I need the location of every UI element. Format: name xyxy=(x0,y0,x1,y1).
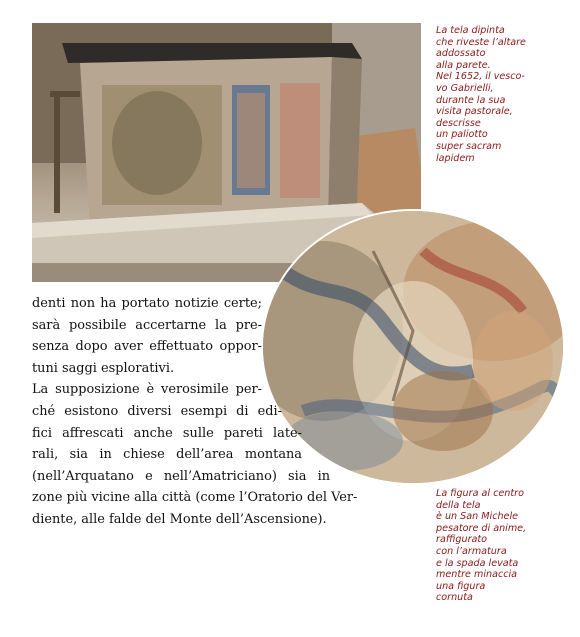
caption-line: è un San Michele xyxy=(436,511,519,523)
body-line: diente, alle falde del Monte dell’Ascensione). xyxy=(32,511,327,527)
caption-line: addossato xyxy=(436,48,486,60)
body-line: denti non ha portato notizie certe; xyxy=(32,296,262,311)
caption-line: e la spada levata xyxy=(436,557,519,569)
caption-line: pesatore di anime, xyxy=(436,522,527,534)
body-line: La supposizione è verosimile per- xyxy=(32,382,262,398)
caption-line: Nel 1652, il vesco- xyxy=(436,71,525,83)
caption-line: cornuta xyxy=(436,592,473,604)
caption-line: raffigurato xyxy=(436,534,488,546)
body-line: (nell’Arquatano e nell’Amatriciano) sia in xyxy=(32,468,330,484)
body-line: fici affrescati anche sulle pareti late- xyxy=(32,425,302,441)
body-line: tuni saggi esplorativi. xyxy=(32,360,175,376)
caption-line: super sacram xyxy=(436,140,502,152)
caption-line: vo Gabrielli, xyxy=(436,82,494,94)
caption-line: con l’armatura xyxy=(436,545,507,557)
caption-line: che riveste l’altare xyxy=(436,36,526,48)
body-line: sarà possibile accertarne la pre- xyxy=(32,317,262,333)
caption-line: La figura al centro xyxy=(436,488,524,499)
caption-line: alla parete. xyxy=(436,59,491,71)
caption-line: una figura xyxy=(436,580,486,592)
body-line: rali, sia in chiese dell’area montana xyxy=(32,447,302,463)
caption-line: lapidem xyxy=(436,152,475,164)
caption-line: descrisse xyxy=(436,117,481,129)
caption-line: durante la sua xyxy=(436,94,506,106)
caption-line: della tela xyxy=(436,499,481,511)
caption-altar xyxy=(436,25,571,164)
caption-line: La tela dipinta xyxy=(436,25,505,36)
caption-line: un paliotto xyxy=(436,129,488,141)
caption-san-michele xyxy=(436,488,574,604)
caption-line: visita pastorale, xyxy=(436,106,513,118)
body-line: zone più vicine alla città (come l’Oratorio del Ver- xyxy=(32,490,358,506)
body-line: ché esistono diversi esempi di edi- xyxy=(32,403,282,419)
body-line: senza dopo aver effettuato oppor- xyxy=(32,339,262,355)
caption-line: mentre minaccia xyxy=(436,569,518,581)
body-paragraph xyxy=(32,293,358,531)
